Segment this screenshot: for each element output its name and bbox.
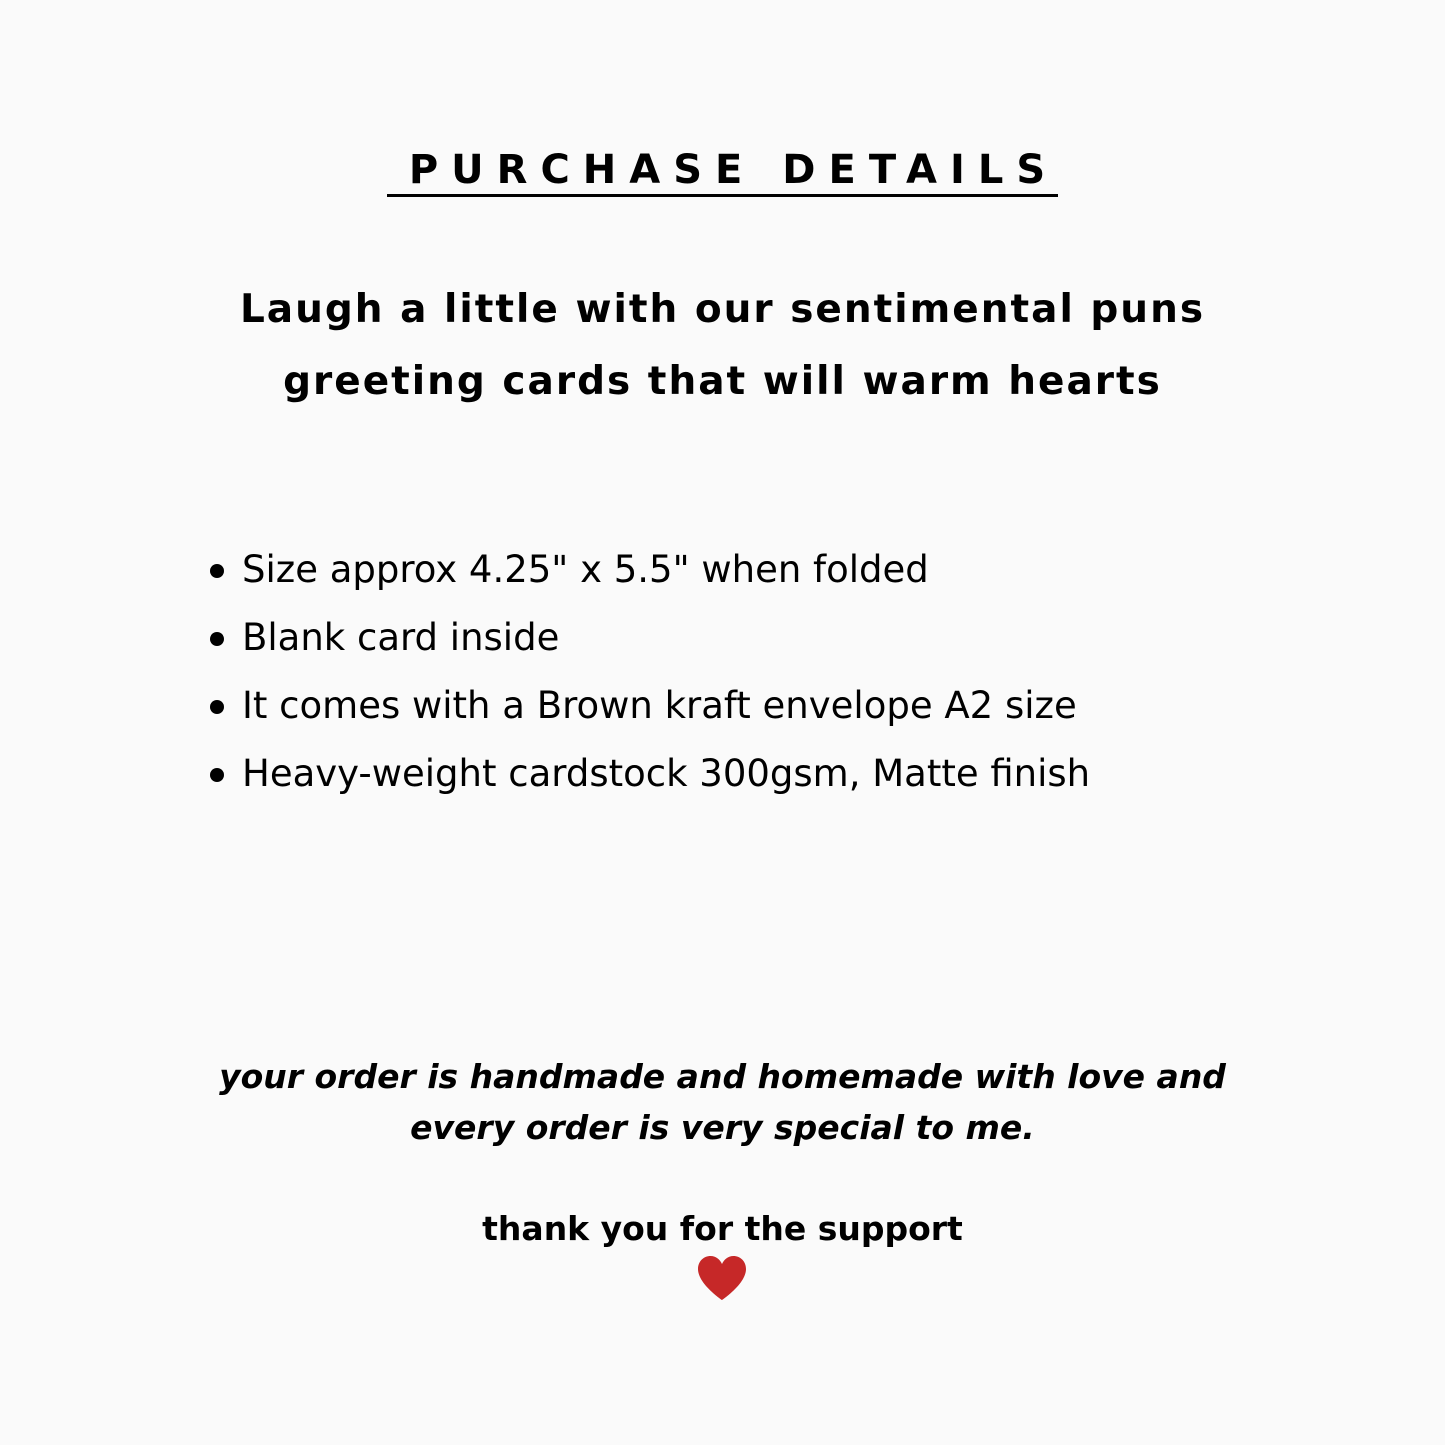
feature-item-envelope — [206, 672, 1090, 740]
tagline-line-1: Laugh a little with our sentimental puns — [239, 287, 1206, 332]
tagline-line-2: greeting cards that will warm hearts — [283, 359, 1162, 404]
heart-icon — [696, 1254, 748, 1302]
note-line-2: every order is very special to me. — [410, 1108, 1035, 1147]
feature-item-blank — [206, 604, 1090, 672]
feature-list — [206, 536, 1090, 808]
feature-item-cardstock — [206, 740, 1090, 808]
thank-you-text: thank you for the support — [482, 1209, 963, 1248]
bullet-icon — [210, 700, 224, 714]
bullet-icon — [210, 564, 224, 578]
page-title: PURCHASE DETAILS — [387, 146, 1058, 197]
tagline — [0, 274, 1445, 418]
heading-container — [0, 146, 1445, 197]
bullet-icon — [210, 632, 224, 646]
feature-text: It comes with a Brown kraft envelope A2 size — [242, 684, 1077, 727]
feature-text: Blank card inside — [242, 616, 560, 659]
feature-text: Heavy-weight cardstock 300gsm, Matte finish — [242, 752, 1091, 795]
feature-text: Size approx 4.25" x 5.5" when folded — [242, 548, 929, 591]
bullet-icon — [210, 768, 224, 782]
handmade-note — [0, 1051, 1445, 1153]
feature-item-size — [206, 536, 1090, 604]
note-line-1: your order is handmade and homemade with love and — [219, 1057, 1226, 1096]
